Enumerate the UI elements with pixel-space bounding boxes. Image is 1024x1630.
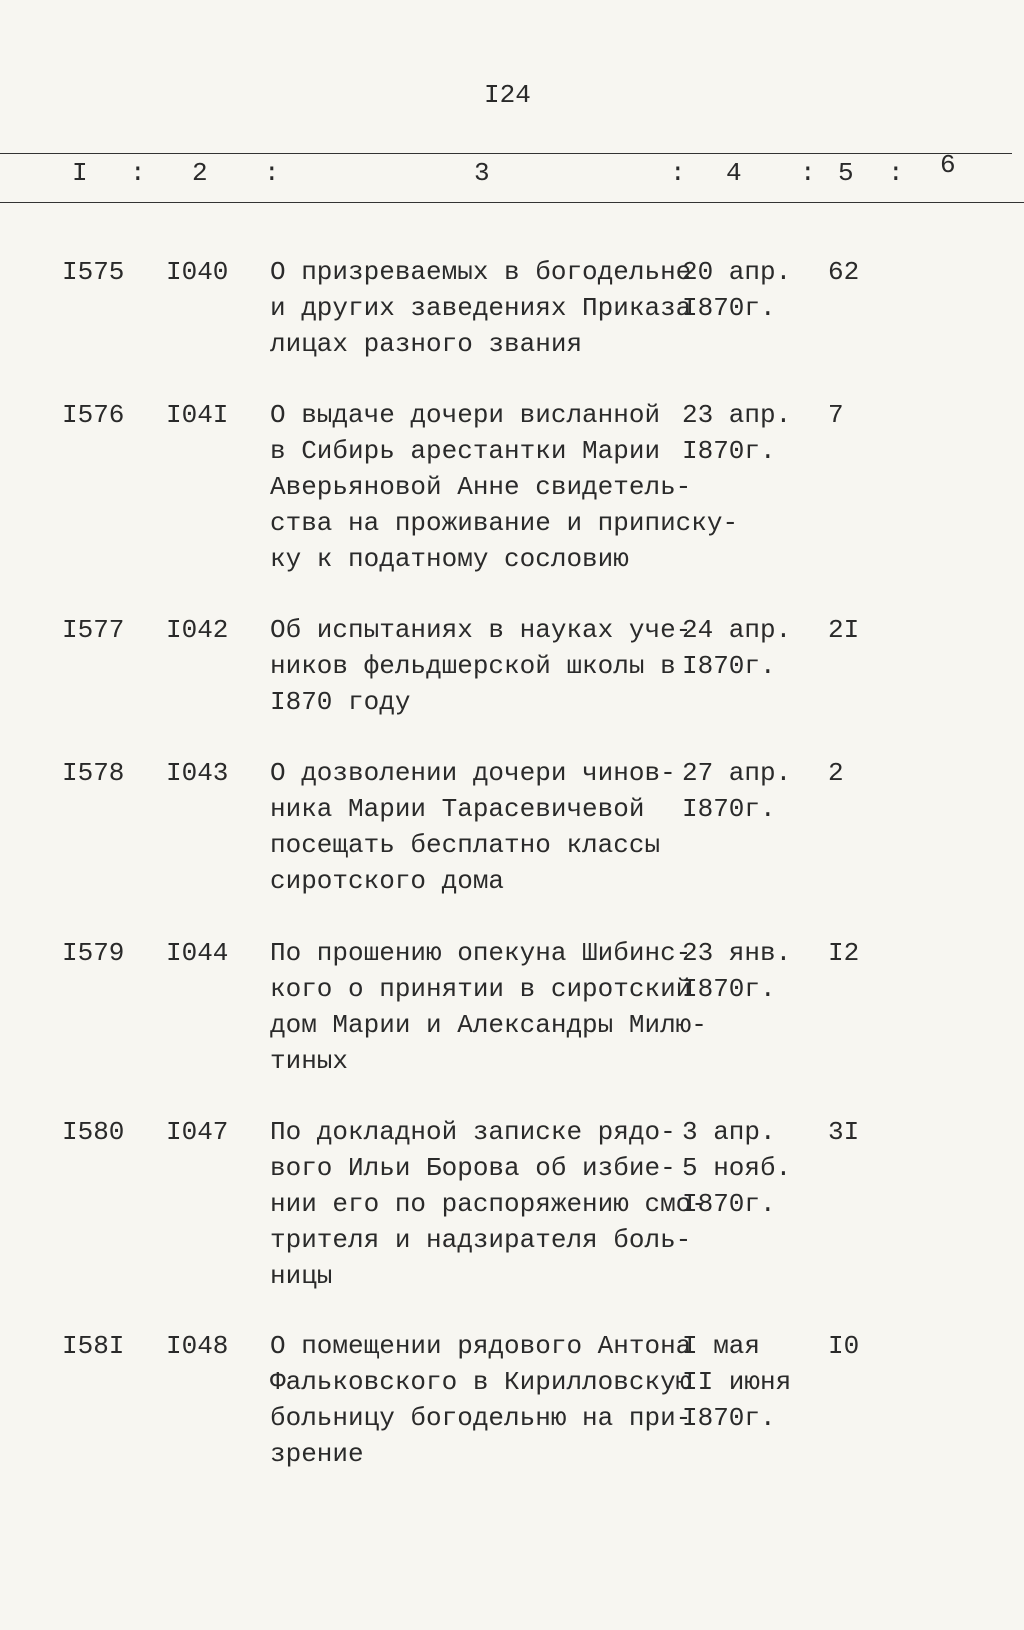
date-line: 23 янв. [682,938,792,968]
column-header-sep: : [800,158,816,188]
record-code: I04I [166,400,229,430]
column-header-1: I [72,158,88,188]
record-date [682,254,791,326]
date-line: 24 апр. [682,615,792,645]
record-sheet-count: I0 [828,1331,860,1361]
description-line: дом Марии и Александры Милю- [270,1010,707,1040]
date-line: 20 апр. [682,257,792,287]
column-header-6: 6 [940,150,956,180]
description-line: нии его по распоряжению смо- [270,1189,707,1219]
date-line: 23 апр. [682,400,792,430]
record-number: I579 [62,938,125,968]
description-line: Аверьяновой Анне свидетель- [270,472,692,502]
date-line: 3 апр. [682,1117,776,1147]
date-line: I870г. [682,651,776,681]
column-header-sep: : [670,158,686,188]
date-line: I870г. [682,293,776,323]
date-line: 27 апр. [682,758,792,788]
column-header-3: 3 [474,158,490,188]
description-line: I870 году [270,687,411,717]
description-line: вого Ильи Борова об избие- [270,1153,676,1183]
description-line: О помещении рядового Антона [270,1331,692,1361]
record-code: I043 [166,758,229,788]
record-description [270,935,707,1079]
description-line: тиных [270,1046,349,1076]
record-description [270,1328,690,1472]
description-line: О дозволении дочери чинов- [270,758,676,788]
record-number: I575 [62,257,125,287]
record-sheet-count: 2 [828,758,844,788]
description-line: ства на проживание и приписку- [270,508,739,538]
record-number: I580 [62,1117,125,1147]
description-line: По докладной записке рядо- [270,1117,676,1147]
record-date [682,1328,791,1436]
header-rule-top [0,153,1012,154]
date-line: I мая [682,1331,761,1361]
header-rule-bottom [0,202,1024,203]
description-line: сиротского дома [270,866,505,896]
description-line: трителя и надзирателя боль- [270,1225,692,1255]
description-line: Фальковского в Кирилловскую [270,1367,692,1397]
description-line: ников фельдшерской школы в [270,651,676,681]
record-code: I044 [166,938,229,968]
record-description [270,254,690,362]
record-number: I578 [62,758,125,788]
description-line: О призреваемых в богодельне [270,257,692,287]
column-header-2: 2 [192,158,208,188]
description-line: больницу богодельню на при- [270,1403,692,1433]
record-sheet-count: 7 [828,400,844,430]
record-code: I040 [166,257,229,287]
record-date [682,935,791,1007]
record-description [270,755,690,899]
description-line: в Сибирь арестантки Марии [270,436,661,466]
description-line: По прошению опекуна Шибинс- [270,938,692,968]
record-description [270,612,690,720]
record-date [682,755,791,827]
description-line: посещать бесплатно классы [270,830,661,860]
page-number: I24 [484,80,531,110]
record-sheet-count: 2I [828,615,860,645]
description-line: ника Марии Тарасевичевой [270,794,645,824]
column-header-sep: : [264,158,280,188]
column-header-5: 5 [838,158,854,188]
record-description [270,1114,707,1294]
date-line: II июня [682,1367,792,1397]
column-header-4: 4 [726,158,742,188]
description-line: Об испытаниях в науках уче- [270,615,692,645]
record-code: I042 [166,615,229,645]
date-line: I870г. [682,436,776,466]
description-line: кого о принятии в сиротский [270,974,692,1004]
column-header-sep: : [130,158,146,188]
description-line: и других заведениях Приказа [270,293,692,323]
record-date [682,397,791,469]
record-sheet-count: I2 [828,938,860,968]
description-line: ку к податному сословию [270,544,629,574]
date-line: I870г. [682,1403,776,1433]
column-header-sep: : [888,158,904,188]
description-line: зрение [270,1439,364,1469]
record-code: I048 [166,1331,229,1361]
record-date [682,612,791,684]
date-line: I870г. [682,974,776,1004]
date-line: I870г. [682,1189,776,1219]
record-sheet-count: 62 [828,257,860,287]
date-line: 5 нояб. [682,1153,792,1183]
description-line: ницы [270,1261,333,1291]
date-line: I870г. [682,794,776,824]
description-line: О выдаче дочери висланной [270,400,661,430]
record-sheet-count: 3I [828,1117,860,1147]
record-date [682,1114,791,1222]
description-line: лицах разного звания [270,329,583,359]
record-number: I576 [62,400,125,430]
record-number: I577 [62,615,125,645]
record-number: I58I [62,1331,125,1361]
record-code: I047 [166,1117,229,1147]
